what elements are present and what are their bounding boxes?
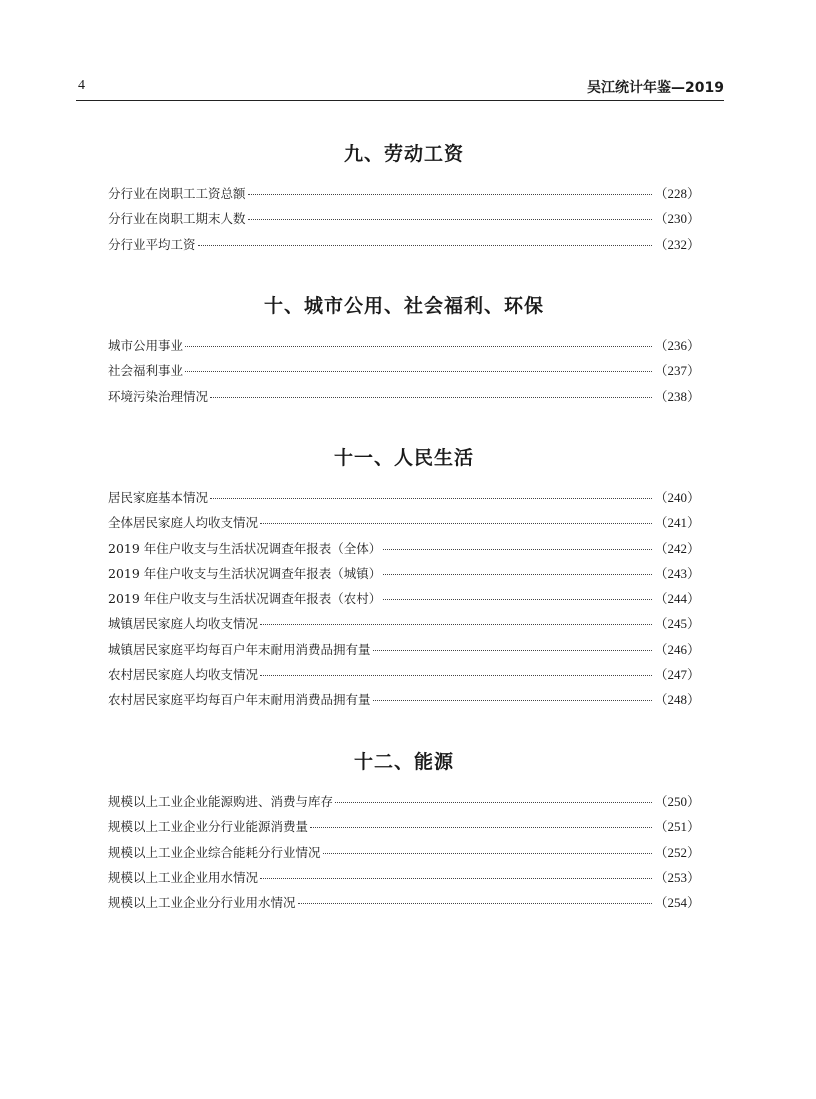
toc-entry[interactable] <box>108 842 700 867</box>
leader-dots <box>383 599 652 600</box>
toc-entry-page: （237） <box>654 363 700 379</box>
leader-dots <box>210 397 652 398</box>
leader-dots <box>248 194 653 195</box>
toc-section-living <box>108 443 700 715</box>
toc-entry[interactable] <box>108 867 700 892</box>
leader-dots <box>260 675 652 676</box>
leader-dots <box>383 574 652 575</box>
toc-entry-list <box>108 487 700 715</box>
toc-entry[interactable] <box>108 689 700 714</box>
leader-dots <box>198 245 653 246</box>
toc-entry-page: （250） <box>654 794 700 809</box>
book-title: 吴江统计年鉴—2019 <box>587 80 724 96</box>
toc-entry-title: 规模以上工业企业分行业能源消费量 <box>108 819 309 835</box>
toc-entry[interactable] <box>108 664 700 689</box>
toc-entry[interactable] <box>108 563 700 588</box>
toc-entry[interactable] <box>108 360 700 385</box>
page-number: 4 <box>78 78 85 93</box>
leader-dots <box>310 827 652 828</box>
toc-entry-page: （232） <box>654 236 700 252</box>
toc-entry-title: 分行业在岗职工工资总额 <box>108 186 246 201</box>
toc-entry[interactable] <box>108 816 700 841</box>
leader-dots <box>260 624 652 625</box>
toc-entry[interactable] <box>108 639 700 664</box>
toc-entry-page: （228） <box>654 186 700 201</box>
toc-entry[interactable] <box>108 613 700 638</box>
toc-entry-page: （244） <box>654 591 700 607</box>
toc-entry-title: 分行业在岗职工期末人数 <box>108 211 246 227</box>
toc-entry-page: （248） <box>654 692 700 708</box>
toc-entry-title: 规模以上工业企业能源购进、消费与库存 <box>108 794 334 809</box>
toc-entry-title: 农村居民家庭人均收支情况 <box>108 667 259 683</box>
toc-entry-title: 2019 年住户收支与生活状况调查年报表（全体） <box>108 540 382 556</box>
toc-section-energy <box>108 747 700 917</box>
toc-entry[interactable] <box>108 512 700 537</box>
toc-entry[interactable] <box>108 791 700 816</box>
toc-entry-title: 城镇居民家庭平均每百户年末耐用消费品拥有量 <box>108 641 371 657</box>
toc-section-labor-wages <box>108 139 700 259</box>
toc-entry-page: （243） <box>654 565 700 581</box>
toc-entry[interactable] <box>108 892 700 917</box>
toc-entry-page: （240） <box>654 490 700 505</box>
leader-dots <box>298 903 653 904</box>
toc-entry-title: 社会福利事业 <box>108 363 184 379</box>
toc-entry-title: 环境污染治理情况 <box>108 388 209 404</box>
leader-dots <box>260 523 652 524</box>
leader-dots <box>373 650 653 651</box>
toc-entry-title: 农村居民家庭平均每百户年末耐用消费品拥有量 <box>108 692 371 708</box>
toc-entry-page: （230） <box>654 211 700 227</box>
toc-entry-page: （252） <box>654 844 700 860</box>
toc-entry[interactable] <box>108 538 700 563</box>
toc-entry-title: 居民家庭基本情况 <box>108 490 209 505</box>
toc-entry[interactable] <box>108 386 700 411</box>
leader-dots <box>323 853 653 854</box>
toc-entry-list <box>108 183 700 259</box>
toc-entry-title: 城镇居民家庭人均收支情况 <box>108 616 259 632</box>
toc-entry-page: （241） <box>654 515 700 531</box>
toc-entry-list <box>108 335 700 411</box>
toc-entry-title: 全体居民家庭人均收支情况 <box>108 515 259 531</box>
toc-entry-title: 2019 年住户收支与生活状况调查年报表（城镇） <box>108 565 382 581</box>
toc-entry-page: （253） <box>654 869 700 885</box>
leader-dots <box>260 878 652 879</box>
toc-entry-page: （236） <box>654 338 700 353</box>
toc-entry-page: （247） <box>654 667 700 683</box>
leader-dots <box>185 371 652 372</box>
leader-dots <box>185 346 652 347</box>
toc-entry-page: （246） <box>654 641 700 657</box>
toc-entry-title: 规模以上工业企业综合能耗分行业情况 <box>108 844 321 860</box>
section-title: 十、城市公用、社会福利、环保 <box>263 295 544 317</box>
toc-entry[interactable] <box>108 208 700 233</box>
toc-entry-title: 城市公用事业 <box>108 338 184 353</box>
leader-dots <box>210 498 652 499</box>
section-title: 九、劳动工资 <box>343 143 464 165</box>
leader-dots <box>373 700 653 701</box>
toc-entry-page: （245） <box>654 616 700 632</box>
toc-entry-page: （242） <box>654 540 700 556</box>
toc-entry[interactable] <box>108 335 700 360</box>
section-title: 十一、人民生活 <box>333 447 474 469</box>
leader-dots <box>335 802 652 803</box>
toc-entry[interactable] <box>108 487 700 512</box>
toc-section-public-welfare <box>108 291 700 411</box>
toc-entry-page: （251） <box>654 819 700 835</box>
toc-entry-title: 规模以上工业企业用水情况 <box>108 869 259 885</box>
toc-entry-page: （254） <box>654 895 700 911</box>
toc-entry[interactable] <box>108 588 700 613</box>
toc-entry[interactable] <box>108 183 700 208</box>
leader-dots <box>248 219 653 220</box>
leader-dots <box>383 549 652 550</box>
toc-entry-title: 规模以上工业企业分行业用水情况 <box>108 895 296 911</box>
toc-entry-page: （238） <box>654 388 700 404</box>
page-header <box>76 76 724 101</box>
toc-entry-title: 分行业平均工资 <box>108 236 196 252</box>
toc-entry[interactable] <box>108 234 700 259</box>
toc-entry-list <box>108 791 700 917</box>
section-title: 十二、能源 <box>353 751 454 773</box>
toc-entry-title: 2019 年住户收支与生活状况调查年报表（农村） <box>108 591 382 607</box>
